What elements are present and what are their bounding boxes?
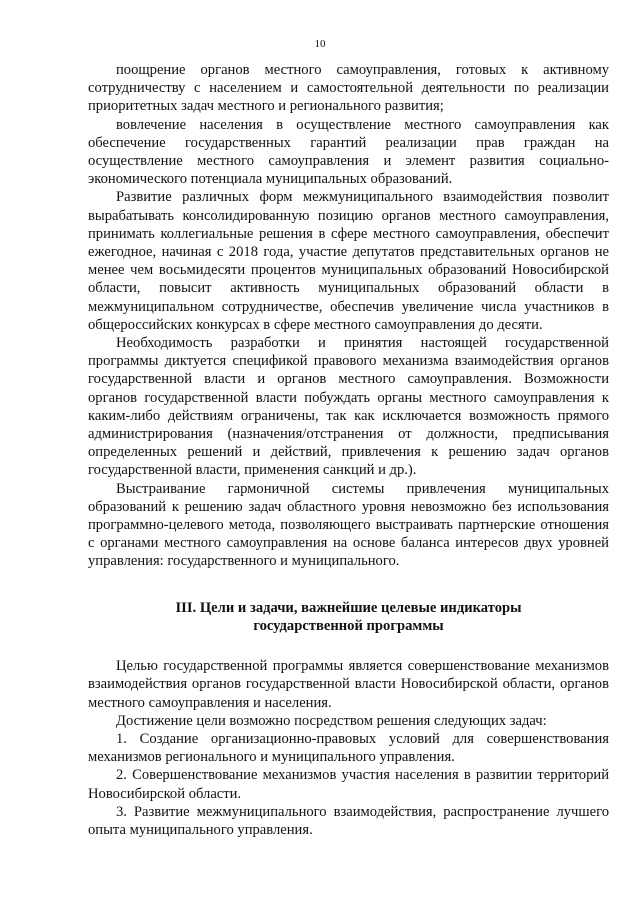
section-heading-line1: III. Цели и задачи, важнейшие целевые индикаторы (175, 599, 522, 616)
page-number: 10 (314, 38, 326, 50)
paragraph-intermunicipal: Развитие различных форм межмуниципального взаимодействия позволит вырабатывать консолидированную позицию органов местного самоуправления, принимать коллегиальные решения в сфере местного самоуправления, обеспечит ежегодное, начиная с 2018 года, участие депутатов представительных органов не менее чем восьмидесяти процентов муниципальных образований Новосибирской области, повысит активность муниципальных образований области в межмуниципальном сотрудничестве, обеспечив увеличение числа участников в общероссийских конкурсах в сфере местного самоуправления до десяти. (88, 189, 609, 333)
paragraph-involvement: вовлечение населения в осуществление местного самоуправления как обеспечение государственных гарантий реализации прав граждан на осуществление местного самоуправления и элемент развития социально-экономического потенциала муниципальных образований. (88, 116, 609, 188)
list-item-task-2: 2. Совершенствование механизмов участия населения в развитии территорий Новосибирской области. (88, 767, 609, 802)
section-heading-line2: государственной программы (253, 617, 444, 634)
paragraph-goal: Целью государственной программы является совершенствование механизмов взаимодействия органов государственной власти Новосибирской области, органов местного самоуправления и населения. (88, 658, 609, 711)
list-item-task-1: 1. Создание организационно-правовых условий для совершенствования механизмов регионального и муниципального управления. (88, 730, 609, 766)
list-item-task-3: 3. Развитие межмуниципального взаимодействия, распространение лучшего опыта муниципального управления. (88, 803, 609, 838)
paragraph-tasks-intro: Достижение цели возможно посредством решения следующих задач: (116, 712, 547, 729)
document-body (88, 61, 609, 839)
paragraph-necessity: Необходимость разработки и принятия настоящей государственной программы диктуется спецификой правового механизма взаимодействия органов государственной власти и органов местного самоуправления. Возможности органов государственной власти побуждать органы местного самоуправления к каким-либо действиям ограничены, так как исключается возможность прямого администрирования (назначения/отстранения от должности, предписывания определенных решений и действий, привлечения к решению задач органов государственной власти, применения санкций и др.). (88, 335, 609, 479)
paragraph-encouragement: поощрение органов местного самоуправления, готовых к активному сотрудничеству с населением и самостоятельной деятельности по реализации приоритетных задач местного и регионального развития; (88, 62, 609, 115)
section-heading (88, 599, 609, 635)
paragraph-system: Выстраивание гармоничной системы привлечения муниципальных образований к решению задач областного уровня невозможно без использования программно-целевого метода, позволяющего выстраивать партнерские отношения с органами местного самоуправления на основе баланса интересов двух уровней управления: государственного и муниципального. (88, 480, 609, 570)
